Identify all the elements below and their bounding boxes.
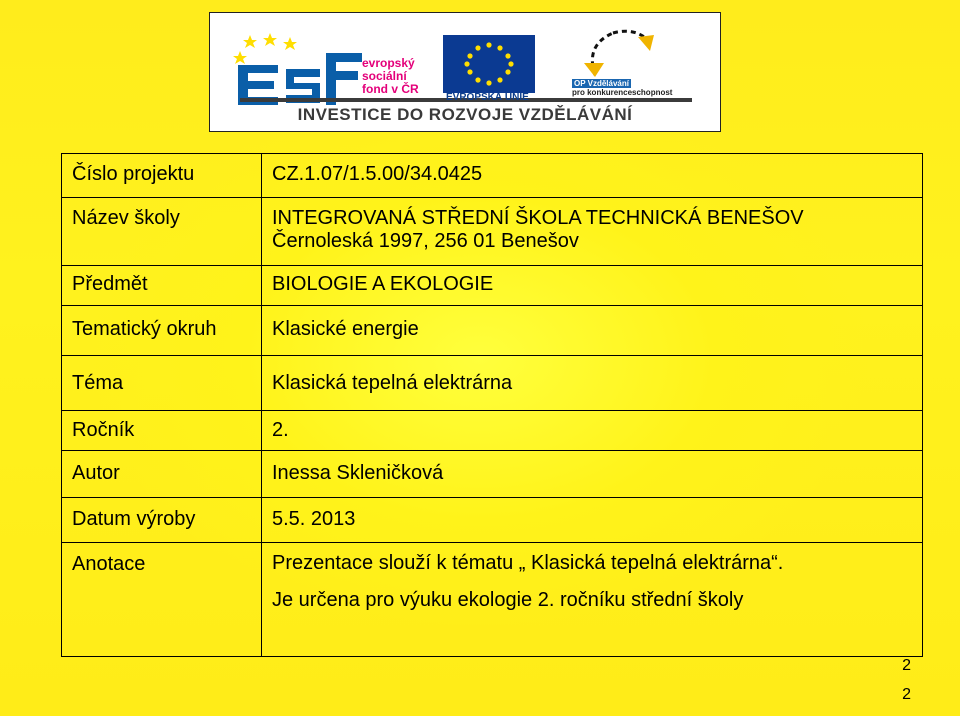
label-cell: [62, 154, 262, 198]
table-row-school-name: [62, 198, 923, 266]
op-label-line-2: pro konkurenceschopnost: [572, 88, 673, 97]
row-value-line-2: Černoleská 1997, 256 01 Benešov: [272, 230, 579, 252]
page-number: 2: [902, 657, 911, 674]
row-label: Předmět: [72, 273, 148, 295]
value-cell: [262, 356, 923, 411]
esf-stars-icon: [233, 33, 297, 64]
row-value: 2.: [272, 419, 289, 441]
label-cell: [62, 451, 262, 498]
table-row-theme: [62, 356, 923, 411]
page-number-secondary: 2: [902, 686, 911, 703]
value-cell: [262, 154, 923, 198]
row-label: Datum výroby: [72, 508, 196, 530]
label-cell: [62, 356, 262, 411]
row-value: CZ.1.07/1.5.00/34.0425: [272, 163, 483, 185]
row-value: Inessa Skleničková: [272, 462, 444, 484]
row-value: 5.5. 2013: [272, 508, 356, 530]
row-value: Klasická tepelná elektrárna: [272, 372, 513, 394]
esf-name-line-3: fond v ČR: [362, 82, 419, 96]
esf-name-line-2: sociální: [362, 69, 407, 83]
row-label: Tematický okruh: [72, 318, 217, 340]
value-cell: [262, 306, 923, 356]
op-logo-icon: [584, 31, 654, 77]
row-value: INTEGROVANÁ STŘEDNÍ ŠKOLA TECHNICKÁ BENEŠOV: [272, 207, 804, 229]
row-value: Prezentace slouží k tématu „ Klasická tepelná elektrárna“.: [272, 552, 784, 574]
row-label: Autor: [72, 462, 120, 484]
op-label-line-1: OP Vzdělávání: [574, 79, 629, 88]
project-info-table: [61, 153, 923, 657]
label-cell: [62, 498, 262, 543]
project-logo-banner: [209, 12, 721, 132]
table-row-annotation: [62, 543, 923, 657]
label-cell: [62, 306, 262, 356]
op-label: [572, 79, 672, 97]
value-cell: [262, 266, 923, 306]
table-row-project-number: [62, 154, 923, 198]
label-cell: [62, 543, 262, 657]
row-label: Téma: [72, 372, 124, 394]
esf-letters-icon: [238, 53, 362, 105]
row-value: BIOLOGIE A EKOLOGIE: [272, 273, 494, 295]
row-label: Název školy: [72, 207, 180, 229]
value-cell: [262, 543, 923, 657]
row-label: Anotace: [72, 553, 146, 575]
value-cell: [262, 411, 923, 451]
label-cell: [62, 198, 262, 266]
row-label: Ročník: [72, 419, 135, 441]
esf-name-line-1: evropský: [362, 56, 415, 70]
table-row-author: [62, 451, 923, 498]
label-cell: [62, 266, 262, 306]
value-cell: [262, 198, 923, 266]
table-row-topic-area: [62, 306, 923, 356]
row-value-line-2: Je určena pro výuku ekologie 2. ročníku střední školy: [272, 589, 744, 611]
banner-tagline: INVESTICE DO ROZVOJE VZDĚLÁVÁNÍ: [297, 105, 633, 124]
value-cell: [262, 498, 923, 543]
eu-label: EVROPSKÁ UNIE: [446, 92, 529, 103]
eu-flag-icon: [443, 35, 535, 93]
row-label: Číslo projektu: [72, 163, 195, 185]
label-cell: [62, 411, 262, 451]
value-cell: [262, 451, 923, 498]
table-row-subject: [62, 266, 923, 306]
table-row-grade: [62, 411, 923, 451]
row-value: Klasické energie: [272, 318, 419, 340]
table-row-production-date: [62, 498, 923, 543]
